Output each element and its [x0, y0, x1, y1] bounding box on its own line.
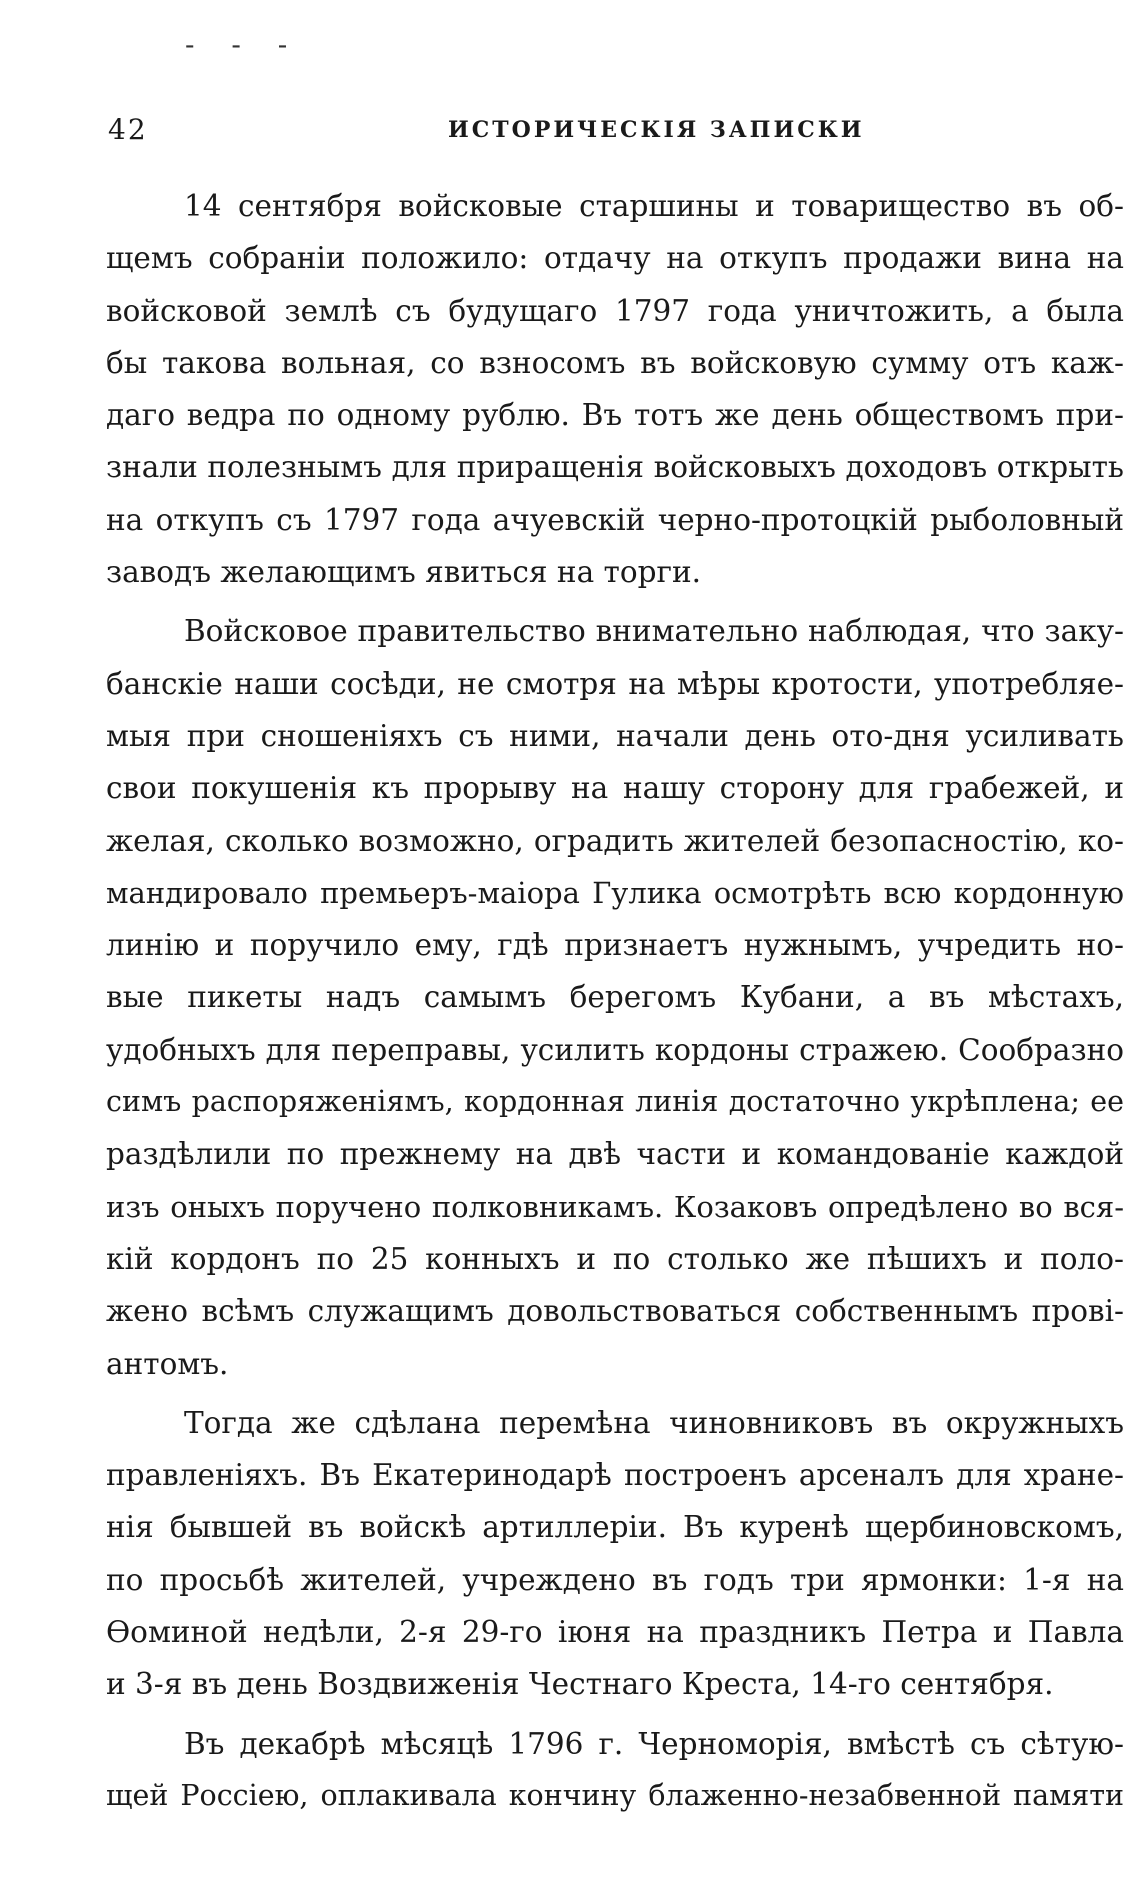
text-line: изъ оныхъ поручено полковникамъ. Козаковъ опредѣлено во вся- — [106, 1189, 1124, 1224]
text-line: щемъ собраніи положило: отдачу на откупъ продажи вина на — [106, 241, 1124, 276]
text-line: мандировало премьеръ-маіора Гулика осмотрѣть всю кордонную — [106, 875, 1124, 910]
text-line: раздѣлили по прежнему на двѣ части и командованіе каждой — [106, 1137, 1124, 1172]
page-header — [108, 113, 1128, 153]
text-line: удобныхъ для переправы, усилить кордоны стражею. Сообразно — [106, 1032, 1124, 1067]
text-line: правленіяхъ. Въ Екатеринодарѣ построенъ арсеналъ для хране- — [106, 1458, 1124, 1493]
text-line: вые пикеты надъ самымъ берегомъ Кубани, а въ мѣстахъ, — [106, 980, 1124, 1015]
top-marks: - - - — [185, 28, 302, 61]
text-line: знали полезнымъ для приращенія войсковыхъ доходовъ открыть — [106, 450, 1124, 485]
running-title: ИСТОРИЧЕСКІЯ ЗАПИСКИ — [448, 117, 865, 143]
text-line: 14 сентября войсковые старшины и товарищество въ об- — [184, 189, 1124, 223]
text-line: щей Россіею, оплакивала кончину блаженно-незабвенной памяти — [106, 1778, 1124, 1812]
text-line: симъ распоряженіямъ, кордонная линія достаточно укрѣплена; ее — [106, 1085, 1124, 1119]
text-line: заводъ желающимъ явиться на торги. — [106, 555, 701, 590]
text-line: бы такова вольная, со взносомъ въ войсковую сумму отъ каж- — [106, 345, 1124, 380]
text-line: войсковой землѣ съ будущаго 1797 года уничтожить, а была — [106, 293, 1124, 328]
paragraph-3 — [106, 1397, 1124, 1711]
paragraph-2 — [106, 605, 1124, 1389]
text-line: на откупъ съ 1797 года ачуевскій черно-протоцкій рыболовный — [106, 502, 1124, 537]
text-line: Ѳоминой недѣли, 2-я 29-го іюня на праздникъ Петра и Павла — [106, 1615, 1124, 1650]
text-line: банскіе наши сосѣди, не смотря на мѣры кротости, употребляе- — [106, 666, 1124, 701]
text-line: желая, сколько возможно, оградить жителей безопасностію, ко- — [106, 823, 1124, 858]
text-line: Въ декабрѣ мѣсяцѣ 1796 г. Черноморія, вмѣстѣ съ сѣтую- — [184, 1726, 1124, 1761]
text-line: антомъ. — [106, 1346, 229, 1381]
paragraph-1 — [106, 180, 1124, 598]
text-line: жено всѣмъ служащимъ довольствоваться собственнымъ прові- — [106, 1294, 1124, 1329]
text-line: свои покушенія къ прорыву на нашу сторону для грабежей, и — [106, 771, 1124, 806]
text-line: линію и поручило ему, гдѣ признаетъ нужнымъ, учредить но- — [106, 928, 1124, 963]
body-text — [106, 180, 1124, 1829]
paragraph-4 — [106, 1718, 1124, 1823]
text-line: и 3-я въ день Воздвиженія Честнаго Креста, 14-го сентября. — [106, 1667, 1054, 1702]
text-line: мыя при сношеніяхъ съ ними, начали день ото-дня усиливать — [106, 718, 1124, 753]
text-line: Войсковое правительство внимательно наблюдая, что заку- — [184, 614, 1124, 649]
text-line: по просьбѣ жителей, учреждено въ годъ три ярмонки: 1-я на — [106, 1562, 1124, 1597]
text-line: даго ведра по одному рублю. Въ тотъ же день обществомъ при- — [106, 398, 1124, 433]
page-number: 42 — [108, 113, 148, 146]
text-line: нія бывшей въ войскѣ артиллеріи. Въ куренѣ щербиновскомъ, — [106, 1510, 1124, 1545]
text-line: кій кордонъ по 25 конныхъ и по столько же пѣшихъ и поло- — [106, 1241, 1124, 1276]
text-line: Тогда же сдѣлана перемѣна чиновниковъ въ окружныхъ — [184, 1405, 1124, 1440]
